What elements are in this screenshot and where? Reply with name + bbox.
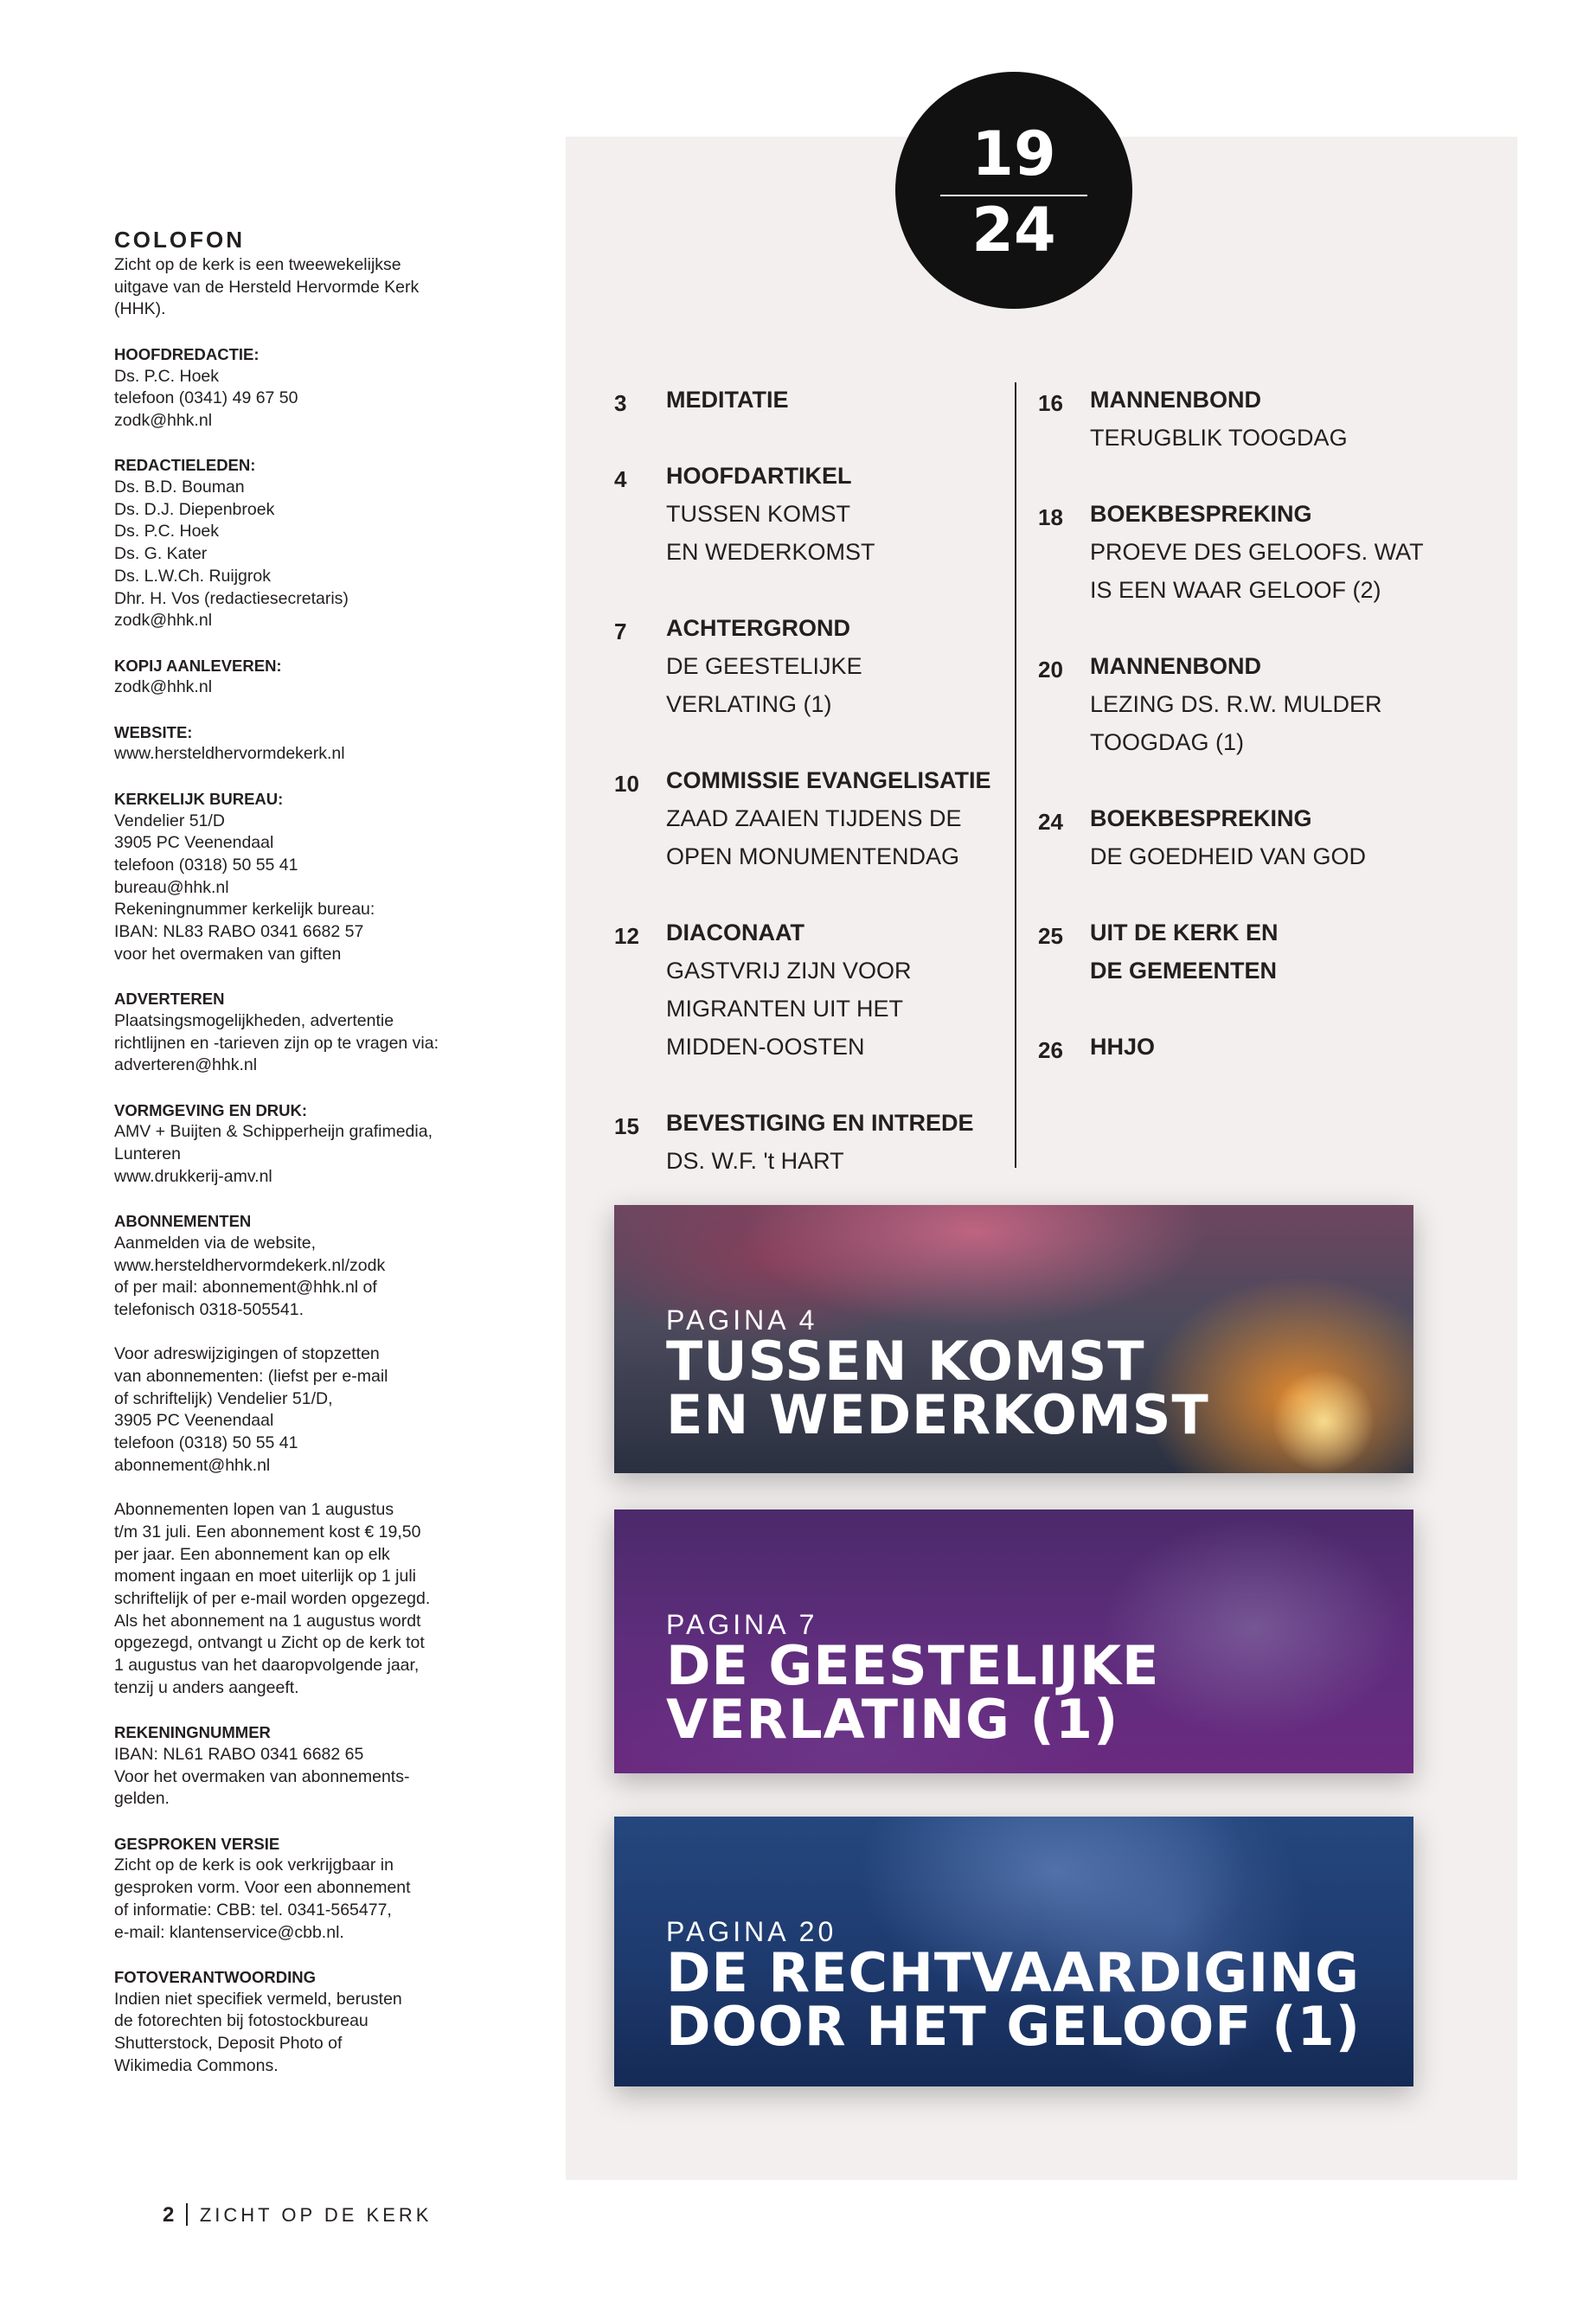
colofon-section xyxy=(114,655,478,699)
colofon-line: abonnement@hhk.nl xyxy=(114,1455,271,1475)
colofon-line xyxy=(114,1322,478,1344)
colofon-line: Abonnementen lopen van 1 augustus xyxy=(114,1500,394,1520)
colofon-line: www.hersteldhervormdekerk.nl/zodk xyxy=(114,1255,386,1275)
colofon-line: zodk@hhk.nl xyxy=(114,410,213,430)
colofon-line: Ds. B.D. Bouman xyxy=(114,478,245,497)
toc-title: MANNENBOND xyxy=(1090,653,1261,679)
colofon-section-title: KOPIJ AANLEVEREN: xyxy=(114,656,282,675)
colofon-line: zodk@hhk.nl xyxy=(114,677,213,697)
toc-item[interactable] xyxy=(614,457,995,571)
toc-subtitle: TUSSEN KOMST xyxy=(666,501,851,527)
toc-page-number: 20 xyxy=(1038,657,1063,683)
toc-title: BOEKBESPREKING xyxy=(1090,501,1312,527)
banner-page-label: PAGINA 20 xyxy=(666,1916,837,1947)
issue-number: 19 xyxy=(971,119,1056,189)
toc-subtitle: LEZING DS. R.W. MULDER xyxy=(1090,691,1382,717)
colofon-section-title: HOOFDREDACTIE: xyxy=(114,344,260,363)
toc-left-column xyxy=(614,381,995,1218)
toc-subtitle: EN WEDERKOMST xyxy=(666,539,875,565)
feature-banner-1[interactable] xyxy=(614,1205,1413,1473)
colofon-line: moment ingaan en moet uiterlijk op 1 juli xyxy=(114,1567,417,1586)
colofon-line: 3905 PC Veenendaal xyxy=(114,833,274,853)
colofon-line xyxy=(114,1477,478,1500)
banner-headline-line2: EN WEDERKOMST xyxy=(666,1383,1209,1446)
colofon-line: Aanmelden via de website, xyxy=(114,1233,317,1253)
page-footer xyxy=(163,2203,432,2227)
colofon-line: Ds. G. Kater xyxy=(114,544,208,564)
colofon-section xyxy=(114,721,478,766)
colofon-section xyxy=(114,343,478,433)
toc-page-number: 4 xyxy=(614,466,627,492)
toc-page-number: 18 xyxy=(1038,504,1063,530)
colofon-line: van abonnementen: (liefst per e-mail xyxy=(114,1367,388,1387)
colofon-line: Ds. P.C. Hoek xyxy=(114,366,220,386)
toc-title: MEDITATIE xyxy=(666,387,789,413)
toc-subtitle: DE GOEDHEID VAN GOD xyxy=(1090,843,1367,869)
colofon-line: telefoon (0341) 49 67 50 xyxy=(114,388,298,408)
colofon-line: Shutterstock, Deposit Photo of xyxy=(114,2034,343,2054)
toc-title: HHJO xyxy=(1090,1034,1156,1060)
toc-subtitle: OPEN MONUMENTENDAG xyxy=(666,843,960,869)
toc-page-number: 12 xyxy=(614,923,639,949)
colofon-line: 3905 PC Veenendaal xyxy=(114,1411,274,1431)
colofon-line: opgezegd, ontvangt u Zicht op de kerk tot xyxy=(114,1633,425,1653)
banner-headline-line1: TUSSEN KOMST xyxy=(666,1330,1145,1393)
toc-item[interactable] xyxy=(614,761,995,875)
colofon-line: www.hersteldhervormdekerk.nl xyxy=(114,744,345,764)
toc-title: MANNENBOND xyxy=(1090,387,1261,413)
sun-glow xyxy=(1272,1369,1375,1473)
colofon-section xyxy=(114,1721,478,1811)
toc-subtitle: TOOGDAG (1) xyxy=(1090,729,1245,755)
toc-item[interactable] xyxy=(1038,647,1436,761)
banner-headline-line1: DE GEESTELIJKE xyxy=(666,1634,1160,1697)
colofon-section-title: GESPROKEN VERSIE xyxy=(114,1834,280,1853)
toc-page-number: 24 xyxy=(1038,809,1063,835)
toc-title: UIT DE KERK EN xyxy=(1090,920,1279,945)
colofon-line: of per mail: abonnement@hhk.nl of xyxy=(114,1278,377,1298)
page-number: 2 xyxy=(163,2203,175,2227)
colofon-line: Voor het overmaken van abonnements- xyxy=(114,1766,410,1786)
colofon-line: voor het overmaken van giften xyxy=(114,944,342,964)
colofon-line: telefoon (0318) 50 55 41 xyxy=(114,855,298,875)
colofon-section xyxy=(114,1966,478,2078)
colofon-section-title: REKENINGNUMMER xyxy=(114,1723,271,1742)
colofon-line: of informatie: CBB: tel. 0341-565477, xyxy=(114,1900,392,1920)
toc-title: DIACONAAT xyxy=(666,920,804,945)
colofon-line: Ds. D.J. Diepenbroek xyxy=(114,499,275,519)
footer-separator xyxy=(186,2203,188,2226)
colofon-line: Wikimedia Commons. xyxy=(114,2055,279,2075)
colofon-line: schriftelijk of per e-mail worden opgezegd. xyxy=(114,1589,431,1609)
toc-page-number: 16 xyxy=(1038,390,1063,416)
toc-page-number: 25 xyxy=(1038,923,1063,949)
colofon-line: Vendelier 51/D xyxy=(114,811,225,830)
colofon-section xyxy=(114,1210,478,1699)
toc-item[interactable] xyxy=(614,381,995,419)
feature-banner-3[interactable] xyxy=(614,1817,1413,2086)
toc-item[interactable] xyxy=(1038,495,1436,609)
banner-page-label: PAGINA 7 xyxy=(666,1609,818,1640)
colofon-line: richtlijnen en -tarieven zijn op te vragen via: xyxy=(114,1033,439,1053)
colofon-line: 1 augustus van het daaropvolgende jaar, xyxy=(114,1656,420,1676)
toc-item[interactable] xyxy=(1038,1028,1436,1066)
toc-right-column xyxy=(1038,381,1436,1104)
colofon-intro-line: Zicht op de kerk is een tweewekelijkse xyxy=(114,255,401,274)
toc-item[interactable] xyxy=(1038,381,1436,457)
toc-subtitle: VERLATING (1) xyxy=(666,691,832,717)
toc-item[interactable] xyxy=(614,1104,995,1180)
toc-page-number: 7 xyxy=(614,619,627,644)
colofon-section-title: WEBSITE: xyxy=(114,722,193,741)
issue-year: 24 xyxy=(971,195,1056,266)
colofon-line: tenzij u anders aangeeft. xyxy=(114,1677,299,1697)
colofon-line: AMV + Buijten & Schipperheijn grafimedia, xyxy=(114,1122,433,1142)
toc-subtitle: TERUGBLIK TOOGDAG xyxy=(1090,425,1348,451)
toc-title: COMMISSIE EVANGELISATIE xyxy=(666,767,991,793)
colofon-line: gesproken vorm. Voor een abonnement xyxy=(114,1878,411,1898)
colofon-line: gelden. xyxy=(114,1789,170,1809)
toc-subtitle: DS. W.F. 't HART xyxy=(666,1148,844,1174)
banner-headline-line1: DE RECHTVAARDIGING xyxy=(666,1941,1360,2004)
colofon-intro-line: (HHK). xyxy=(114,299,166,319)
toc-item[interactable] xyxy=(614,913,995,1066)
colofon-line: t/m 31 juli. Een abonnement kost € 19,50 xyxy=(114,1522,421,1541)
toc-page-number: 3 xyxy=(614,390,627,416)
toc-page-number: 10 xyxy=(614,771,639,797)
colofon-line: per jaar. Een abonnement kan op elk xyxy=(114,1544,390,1564)
colofon-line: telefoon (0318) 50 55 41 xyxy=(114,1433,298,1453)
toc-page-number: 15 xyxy=(614,1113,639,1139)
colofon-line: Rekeningnummer kerkelijk bureau: xyxy=(114,900,375,920)
colofon-line: IBAN: NL61 RABO 0341 6682 65 xyxy=(114,1744,364,1764)
colofon-section xyxy=(114,988,478,1077)
colofon-line: Zicht op de kerk is ook verkrijgbaar in xyxy=(114,1856,394,1875)
toc-page-number: 26 xyxy=(1038,1037,1063,1063)
colofon xyxy=(114,227,478,2077)
colofon-section-title: REDACTIELEDEN: xyxy=(114,456,256,475)
toc-subtitle: MIDDEN-OOSTEN xyxy=(666,1034,865,1060)
toc-title: HOOFDARTIKEL xyxy=(666,463,852,489)
colofon-intro xyxy=(114,254,478,321)
toc-item[interactable] xyxy=(614,609,995,723)
toc-title: ACHTERGROND xyxy=(666,615,850,641)
toc-subtitle: ZAAD ZAAIEN TIJDENS DE xyxy=(666,805,962,831)
colofon-section-title: FOTOVERANTWOORDING xyxy=(114,1967,316,1986)
toc-subtitle: MIGRANTEN UIT HET xyxy=(666,996,904,1022)
colofon-heading: COLOFON xyxy=(114,227,245,253)
colofon-line: Voor adreswijzigingen of stopzetten xyxy=(114,1344,380,1364)
colofon-section xyxy=(114,1833,478,1945)
colofon-section-title: ADVERTEREN xyxy=(114,990,225,1009)
colofon-sections xyxy=(114,343,478,2078)
colofon-intro-line: uitgave van de Hersteld Hervormde Kerk xyxy=(114,277,420,297)
colofon-line: IBAN: NL83 RABO 0341 6682 57 xyxy=(114,922,364,942)
toc-item[interactable] xyxy=(1038,799,1436,875)
colofon-line: www.drukkerij-amv.nl xyxy=(114,1166,272,1186)
banner-headline-line2: VERLATING (1) xyxy=(666,1688,1119,1751)
colofon-line: of schriftelijk) Vendelier 51/D, xyxy=(114,1388,333,1408)
colofon-line: zodk@hhk.nl xyxy=(114,611,213,631)
colofon-section xyxy=(114,454,478,632)
colofon-section xyxy=(114,1099,478,1189)
toc-divider xyxy=(1015,382,1016,1168)
colofon-line: Plaatsingsmogelijkheden, advertentie xyxy=(114,1010,394,1030)
colofon-line: Als het abonnement na 1 augustus wordt xyxy=(114,1611,421,1631)
colofon-line: Ds. L.W.Ch. Ruijgrok xyxy=(114,566,271,586)
colofon-line: Ds. P.C. Hoek xyxy=(114,522,220,542)
colofon-line: Indien niet specifiek vermeld, berusten xyxy=(114,1989,402,2009)
toc-title: DE GEMEENTEN xyxy=(1090,958,1278,984)
colofon-line: Dhr. H. Vos (redactiesecretaris) xyxy=(114,588,349,608)
colofon-line: de fotorechten bij fotostockbureau xyxy=(114,2011,369,2031)
issue-badge xyxy=(895,72,1132,309)
colofon-section-title: KERKELIJK BUREAU: xyxy=(114,789,284,808)
toc-subtitle: DE GEESTELIJKE xyxy=(666,653,862,679)
colofon-line: Lunteren xyxy=(114,1144,181,1164)
colofon-section xyxy=(114,788,478,966)
banner-headline-line2: DOOR HET GELOOF (1) xyxy=(666,1995,1362,2058)
magazine-name: ZICHT OP DE KERK xyxy=(199,2204,433,2226)
toc-subtitle: GASTVRIJ ZIJN VOOR xyxy=(666,958,912,984)
colofon-section-title: VORMGEVING EN DRUK: xyxy=(114,1100,308,1119)
colofon-line: telefonisch 0318-505541. xyxy=(114,1299,304,1319)
toc-subtitle: PROEVE DES GELOOFS. WAT xyxy=(1090,539,1424,565)
toc-title: BEVESTIGING EN INTREDE xyxy=(666,1110,974,1136)
colofon-line: bureau@hhk.nl xyxy=(114,877,229,897)
colofon-line: e-mail: klantenservice@cbb.nl. xyxy=(114,1922,344,1942)
panel-notch xyxy=(139,137,566,190)
feature-banner-2[interactable] xyxy=(614,1509,1413,1773)
toc-subtitle: IS EEN WAAR GELOOF (2) xyxy=(1090,577,1381,603)
colofon-section-title: ABONNEMENTEN xyxy=(114,1212,252,1231)
toc-title: BOEKBESPREKING xyxy=(1090,805,1312,831)
banner-page-label: PAGINA 4 xyxy=(666,1304,818,1336)
colofon-line: adverteren@hhk.nl xyxy=(114,1055,258,1075)
toc-item[interactable] xyxy=(1038,913,1436,990)
